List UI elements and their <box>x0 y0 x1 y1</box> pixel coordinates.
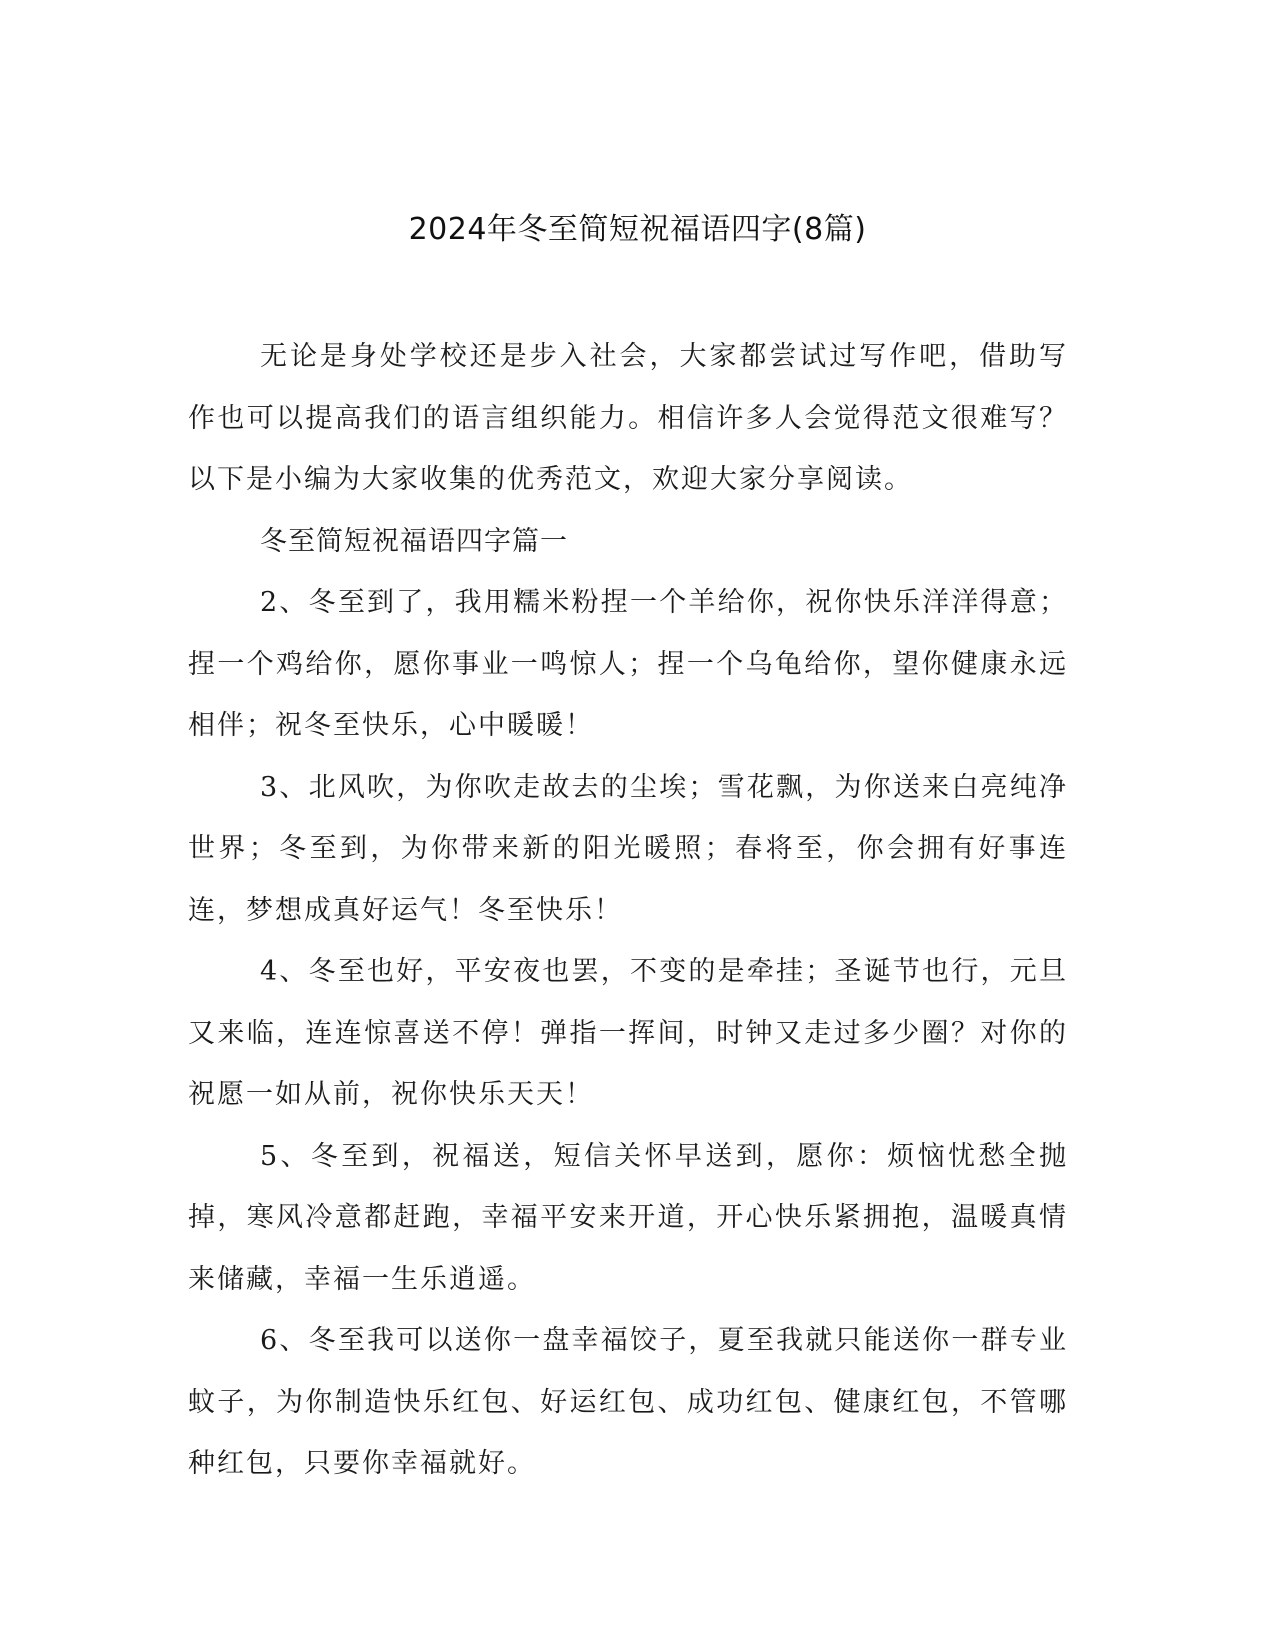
document-title: 2024年冬至简短祝福语四字(8篇) <box>408 212 867 247</box>
blessing-paragraph-3: 3、北风吹，为你吹走故去的尘埃；雪花飘，为你送来白亮纯净世界；冬至到，为你带来新的阳光暖照；春将至，你会拥有好事连连，梦想成真好运气！冬至快乐！ <box>188 771 1068 926</box>
blessing-paragraph-6: 6、冬至我可以送你一盘幸福饺子，夏至我就只能送你一群专业蚊子，为你制造快乐红包、好运红包、成功红包、健康红包，不管哪种红包，只要你幸福就好。 <box>188 1325 1068 1479</box>
document-body <box>188 326 1068 1495</box>
section-heading: 冬至简短祝福语四字篇一 <box>260 525 568 557</box>
blessing-paragraph-2: 2、冬至到了，我用糯米粉捏一个羊给你，祝你快乐洋洋得意；捏一个鸡给你，愿你事业一鸣惊人；捏一个乌龟给你，望你健康永远相伴；祝冬至快乐，心中暖暖！ <box>188 587 1068 741</box>
blessing-paragraph-5: 5、冬至到，祝福送，短信关怀早送到，愿你：烦恼忧愁全抛掉，寒风冷意都赶跑，幸福平安来开道，开心快乐紧拥抱，温暖真情来储藏，幸福一生乐逍遥。 <box>188 1140 1068 1295</box>
blessing-paragraph-4: 4、冬至也好，平安夜也罢，不变的是牵挂；圣诞节也行，元旦又来临，连连惊喜送不停！弹指一挥间，时钟又走过多少圈？对你的祝愿一如从前，祝你快乐天天！ <box>188 956 1068 1110</box>
intro-paragraph: 无论是身处学校还是步入社会，大家都尝试过写作吧，借助写作也可以提高我们的语言组织能力。相信许多人会觉得范文很难写？以下是小编为大家收集的优秀范文，欢迎大家分享阅读。 <box>188 341 1068 495</box>
